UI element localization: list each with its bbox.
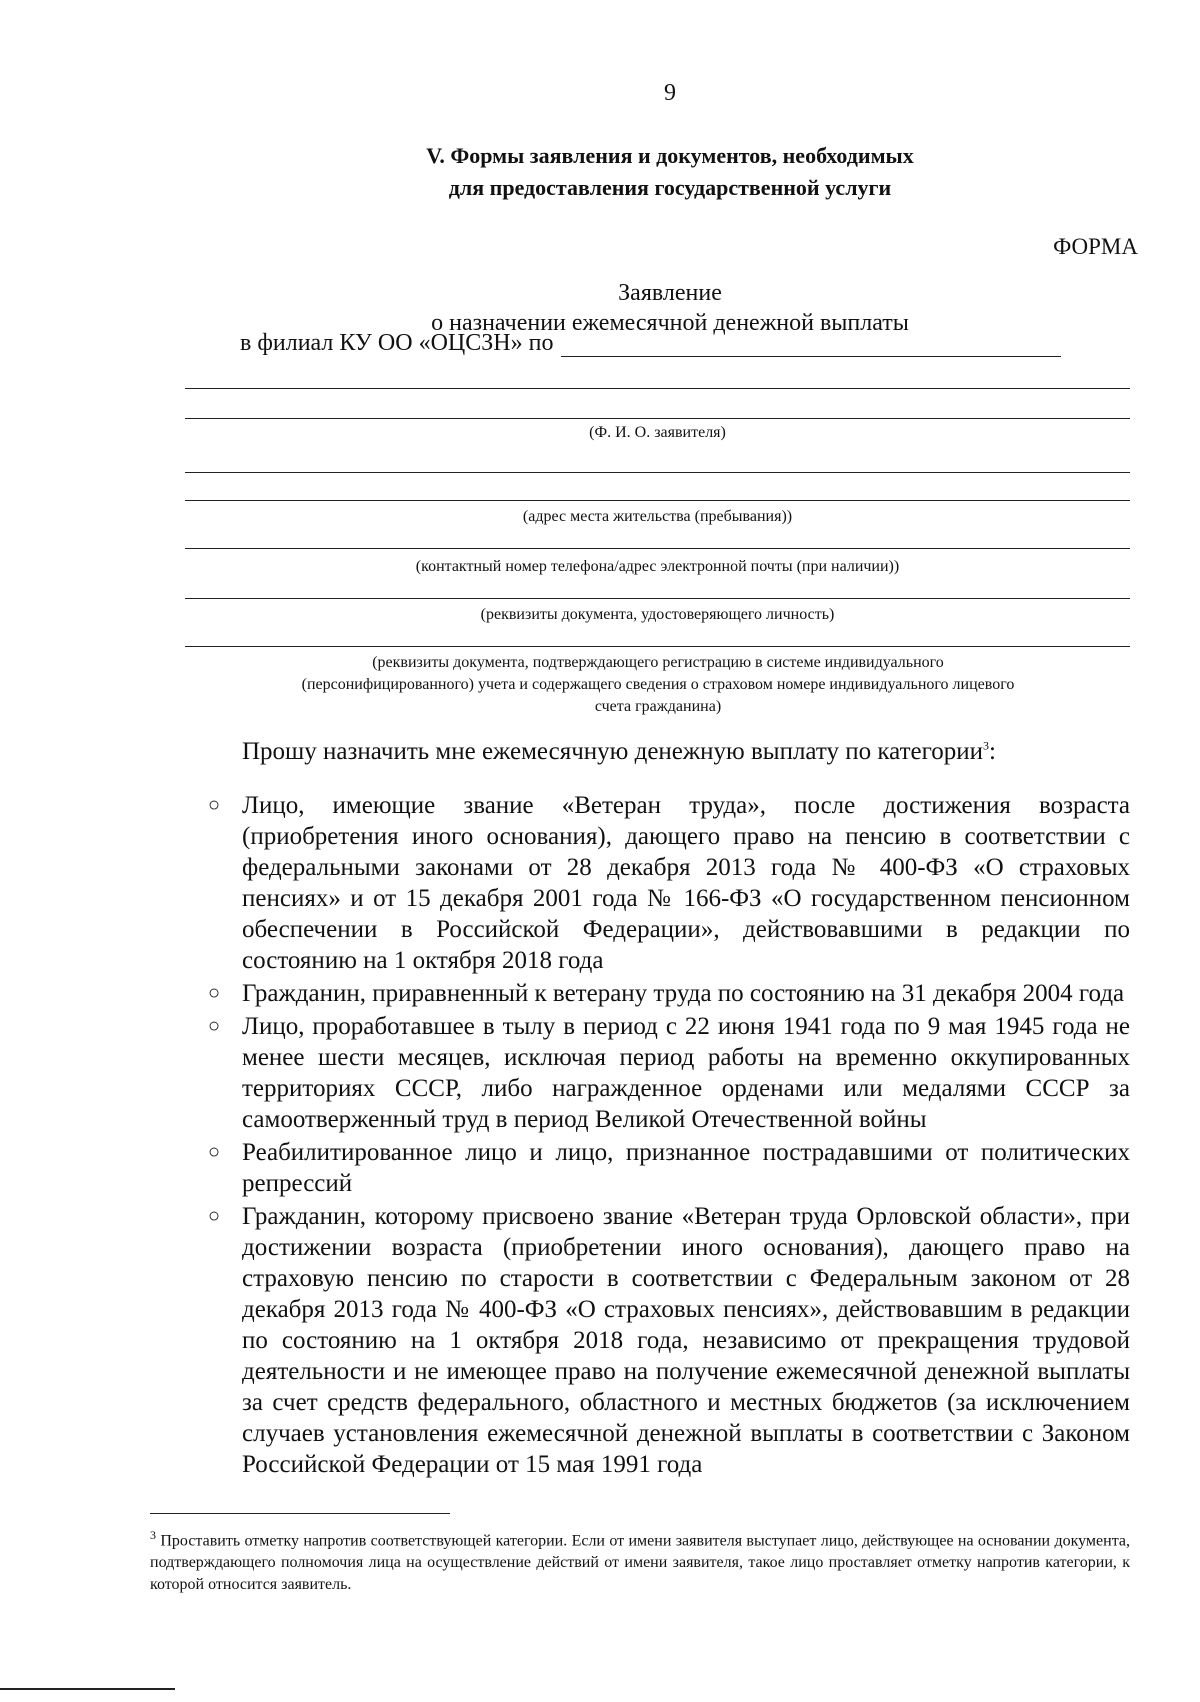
request-text: Прошу назначить мне ежемесячную денежную выплату по категории bbox=[242, 738, 983, 765]
category-text: Лицо, проработавшее в тылу в период с 22 июня 1941 года по 9 мая 1945 года не менее шести месяцев, исключая период работы на временно оккупированных территориях СССР, либо награжденное орденами или медалями СССР за самоотверженный труд в период Великой Отечественной войны bbox=[242, 1013, 1130, 1133]
category-text: Реабилитированное лицо и лицо, признанное пострадавшими от политических репрессий bbox=[242, 1139, 1130, 1197]
category-item bbox=[208, 1201, 1130, 1480]
category-item bbox=[208, 1011, 1130, 1135]
branch-name-blank[interactable] bbox=[561, 332, 1061, 357]
category-checkbox-icon[interactable]: ○ bbox=[208, 1141, 221, 1163]
category-checkbox-icon[interactable]: ○ bbox=[208, 794, 221, 816]
category-item bbox=[208, 1137, 1130, 1199]
address-blank-line-2[interactable] bbox=[185, 500, 1130, 501]
footnote-separator bbox=[150, 1513, 450, 1514]
category-item bbox=[208, 978, 1130, 1009]
snils-doc-caption bbox=[188, 652, 1128, 718]
footnote bbox=[150, 1524, 1130, 1596]
branch-line-label: в филиал КУ ОО «ОЦСЗН» по bbox=[240, 330, 554, 356]
category-item bbox=[208, 790, 1130, 976]
section-heading bbox=[330, 140, 1010, 204]
category-checkbox-icon[interactable]: ○ bbox=[208, 982, 221, 1004]
category-checkbox-icon[interactable]: ○ bbox=[208, 1015, 221, 1037]
snils-doc-caption-line-3: счета гражданина) bbox=[594, 698, 722, 715]
fio-blank-line-1[interactable] bbox=[185, 388, 1130, 389]
snils-doc-caption-line-2: (персонифицированного) учета и содержащего сведения о страховом номере индивидуального лицевого bbox=[301, 676, 1015, 693]
footnote-reference: 3 bbox=[982, 738, 989, 753]
category-text: Гражданин, приравненный к ветерану труда по состоянию на 31 декабря 2004 года bbox=[242, 980, 1125, 1007]
footnote-marker: 3 bbox=[150, 1528, 156, 1542]
category-list bbox=[208, 790, 1130, 1482]
address-caption: (адрес места жительства (пребывания)) bbox=[522, 508, 793, 525]
contacts-caption: (контактный номер телефона/адрес электронной почты (при наличии)) bbox=[415, 558, 900, 575]
identity-doc-caption: (реквизиты документа, удостоверяющего личность) bbox=[480, 606, 835, 623]
section-heading-line-2: для предоставления государственной услуги bbox=[448, 175, 892, 200]
request-tail: : bbox=[988, 738, 996, 765]
statement-title-line: Заявление bbox=[618, 280, 722, 306]
statement-subtitle-line: о назначении ежемесячной денежной выплаты bbox=[431, 310, 909, 336]
snils-doc-blank-line[interactable] bbox=[185, 646, 1130, 647]
snils-doc-caption-line-1: (реквизиты документа, подтверждающего регистрацию в системе индивидуального bbox=[372, 654, 944, 671]
statement-title bbox=[330, 278, 1010, 338]
fio-caption: (Ф. И. О. заявителя) bbox=[589, 424, 726, 441]
page-number: 9 bbox=[664, 80, 676, 106]
footnote-text: Проставить отметку напротив соответствующей категории. Если от имени заявителя выступает лицо, действующее на основании документа, подтверждающего полномочия лица на осуществление действий от имени заявителя, такое лицо проставляет отметку напротив категории, к которой относится заявитель. bbox=[150, 1532, 1131, 1594]
address-blank-line-1[interactable] bbox=[185, 472, 1130, 473]
identity-doc-blank-line[interactable] bbox=[185, 598, 1130, 599]
contacts-blank-line[interactable] bbox=[185, 548, 1130, 549]
category-text: Гражданин, которому присвоено звание «Ветеран труда Орловской области», при достижении возраста (приобретении иного основания), дающего право на страховую пенсию по старости в соответствии с Федеральным законом от 28 декабря 2013 года № 400-ФЗ «О страховых пенсиях», действовавшим в редакции по состоянию на 1 октября 2018 года, независимо от прекращения трудовой деятельности и не имеющее право на получение ежемесячной денежной выплаты за счет средств федерального, областного и местных бюджетов (за исключением случаев установления ежемесячной денежной выплаты в соответствии с Законом Российской Федерации от 15 мая 1991 года bbox=[242, 1203, 1130, 1478]
section-heading-line-1: V. Формы заявления и документов, необходимых bbox=[426, 143, 914, 168]
scan-edge-mark bbox=[0, 1688, 175, 1690]
category-checkbox-icon[interactable]: ○ bbox=[208, 1205, 221, 1227]
category-text: Лицо, имеющие звание «Ветеран труда», после достижения возраста (приобретения иного основания), дающего право на пенсию в соответствии с федеральными законами от 28 декабря 2013 года № 400-ФЗ «О страховых пенсиях» и от 15 декабря 2001 года № 166-ФЗ «О государственном пенсионном обеспечении в Российской Федерации», действовавшими в редакции по состоянию на 1 октября 2018 года bbox=[242, 792, 1130, 974]
branch-line bbox=[240, 330, 1061, 357]
form-label: ФОРМА bbox=[1053, 234, 1138, 259]
fio-blank-line-2[interactable] bbox=[185, 418, 1130, 419]
request-sentence bbox=[242, 738, 996, 766]
